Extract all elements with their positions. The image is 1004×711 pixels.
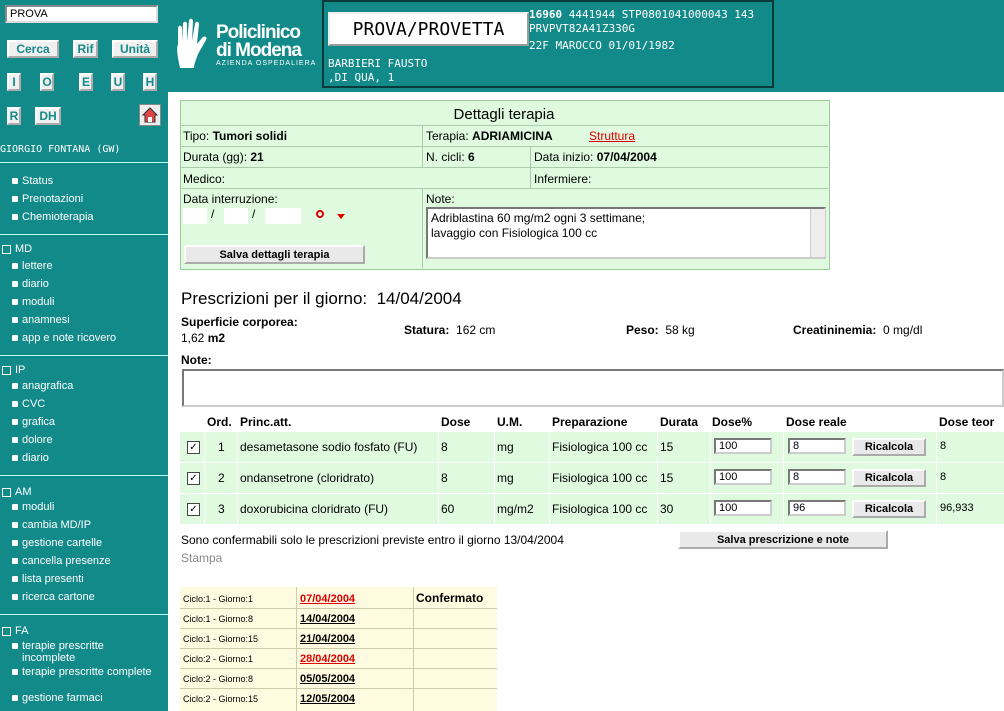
row-princ: desametasone sodio fosfato (FU) — [240, 440, 418, 454]
col-princ: Princ.att. — [240, 415, 292, 429]
cycle-label: Ciclo:1 - Giorno:15 — [183, 634, 259, 644]
row-durata: 30 — [660, 502, 674, 516]
doctor-name: BARBIERI FAUSTO — [328, 57, 428, 70]
col-durata: Durata — [660, 415, 699, 429]
col-um: U.M. — [497, 415, 523, 429]
cycle-date-link[interactable]: 12/05/2004 — [300, 693, 356, 705]
recalculate-button[interactable]: Ricalcola — [852, 469, 926, 487]
interruzione-year-input[interactable] — [265, 208, 301, 224]
home-icon[interactable] — [139, 104, 161, 126]
nav-fa-complete[interactable]: terapie prescritte complete — [12, 666, 157, 678]
clear-date-icon[interactable] — [316, 210, 324, 218]
interruzione-day-input[interactable] — [183, 208, 207, 224]
patient-code: PRVPVT82A41Z330G — [529, 22, 635, 35]
col-reale: Dose reale — [786, 415, 847, 429]
col-ord: Ord. — [207, 415, 232, 429]
row-dose: 60 — [441, 502, 455, 516]
dose-percent-input[interactable]: 100 — [714, 500, 772, 516]
cycle-date-link[interactable]: 05/05/2004 — [300, 673, 356, 685]
body-surface-value: 1,62 m2 — [181, 331, 226, 345]
sidebar — [0, 0, 168, 711]
group-fa[interactable]: FA — [2, 625, 28, 637]
row-ord: 1 — [218, 440, 225, 454]
medico-label: Medico: — [183, 172, 226, 186]
filter-o-button[interactable]: O — [40, 73, 54, 91]
row-prep: Fisiologica 100 cc — [552, 502, 648, 516]
prescription-note-label: Note: — [181, 353, 212, 367]
patient-address: ,DI QUA, 1 — [328, 71, 395, 84]
cicli-label: N. cicli: 6 — [426, 150, 475, 164]
row-durata: 15 — [660, 440, 674, 454]
nav-am-cambia[interactable]: cambia MD/IP — [12, 519, 91, 531]
row-ord: 3 — [218, 502, 225, 516]
row-um: mg — [497, 471, 514, 485]
hospital-logo — [168, 0, 320, 92]
dose-real-input[interactable]: 8 — [788, 438, 846, 454]
cycle-date-link[interactable]: 14/04/2004 — [300, 613, 356, 625]
group-am[interactable]: AM — [2, 486, 32, 498]
dropdown-arrow-icon[interactable] — [337, 214, 345, 219]
nav-md-lettere[interactable]: lettere — [12, 260, 53, 272]
note-label: Note: — [426, 192, 455, 206]
row-princ: doxorubicina cloridrato (FU) — [240, 502, 389, 516]
nav-md-diario[interactable]: diario — [12, 278, 49, 290]
row-prep: Fisiologica 100 cc — [552, 440, 648, 454]
patient-button[interactable]: PROVA/PROVETTA — [328, 12, 529, 46]
cycle-label: Ciclo:2 - Giorno:8 — [183, 674, 254, 684]
dose-percent-input[interactable]: 100 — [714, 469, 772, 485]
nav-am-cartelle[interactable]: gestione cartelle — [12, 537, 102, 549]
dose-percent-input[interactable]: 100 — [714, 438, 772, 454]
nav-am-ricerca[interactable]: ricerca cartone — [12, 591, 95, 603]
durata-label: Durata (gg): 21 — [183, 150, 264, 164]
unita-button[interactable]: Unità — [112, 40, 158, 58]
terapia-label: Terapia: ADRIAMICINA — [426, 129, 553, 143]
stampa-link[interactable]: Stampa — [181, 551, 223, 565]
prescription-note-textarea[interactable] — [182, 369, 1004, 407]
confermato-header: Confermato — [416, 591, 484, 605]
statura-label: Statura: 162 cm — [404, 323, 496, 337]
group-ip[interactable]: IP — [2, 364, 25, 376]
rif-button[interactable]: Rif — [73, 40, 98, 58]
col-prep: Preparazione — [552, 415, 628, 429]
row-checkbox[interactable]: ✓ — [187, 472, 200, 485]
cycle-label: Ciclo:1 - Giorno:1 — [183, 594, 254, 604]
therapy-details-title: Dettagli terapia — [453, 106, 555, 123]
logo-line2: di Modena — [216, 40, 301, 61]
save-therapy-details-button[interactable]: Salva dettagli terapia — [184, 245, 365, 264]
row-ord: 2 — [218, 471, 225, 485]
row-checkbox[interactable]: ✓ — [187, 441, 200, 454]
row-checkbox[interactable]: ✓ — [187, 503, 200, 516]
prescriptions-title: Prescrizioni per il giorno: 14/04/2004 — [181, 289, 462, 308]
peso-label: Peso: 58 kg — [626, 323, 695, 337]
nav-ip-grafica[interactable]: grafica — [12, 416, 55, 428]
cycle-label: Ciclo:2 - Giorno:1 — [183, 654, 254, 664]
group-md[interactable]: MD — [2, 243, 32, 255]
patient-id: 16960 4441944 STP0801041000043 143 — [529, 8, 755, 21]
tipo-label: Tipo: Tumori solidi — [183, 129, 288, 143]
nav-fa-incomplete[interactable]: terapie prescritte incomplete — [12, 640, 157, 664]
col-dosep: Dose% — [712, 415, 753, 429]
row-teor: 96,933 — [940, 502, 974, 514]
row-princ: ondansetrone (cloridrato) — [240, 471, 375, 485]
data-inizio-label: Data inizio: 07/04/2004 — [534, 150, 657, 164]
nav-ip-diario[interactable]: diario — [12, 452, 49, 464]
row-teor: 8 — [940, 471, 947, 483]
row-um: mg/m2 — [497, 502, 534, 516]
confirm-notice: Sono confermabili solo le prescrizioni previste entro il giorno 13/04/2004 — [181, 533, 564, 547]
data-interruzione-label: Data interruzione: — [183, 192, 278, 206]
filter-dh-button[interactable]: DH — [35, 107, 61, 125]
creatinine-label: Creatininemia: 0 mg/dl — [793, 323, 923, 337]
nav-ip-dolore[interactable]: dolore — [12, 434, 53, 446]
row-dose: 8 — [441, 471, 448, 485]
patient-demographics: 22F MAROCCO 01/01/1982 — [529, 39, 675, 52]
row-um: mg — [497, 440, 514, 454]
struttura-link[interactable]: Struttura — [589, 129, 636, 143]
nav-am-cancella[interactable]: cancella presenze — [12, 555, 111, 567]
nav-md-app-note[interactable]: app e note ricovero — [12, 332, 116, 344]
filter-i-button[interactable]: I — [7, 73, 21, 91]
nav-ip-anagrafica[interactable]: anagrafica — [12, 380, 73, 392]
logo-line3: AZIENDA OSPEDALIERA — [216, 60, 317, 67]
filter-h-button[interactable]: H — [143, 73, 157, 91]
dose-real-input[interactable]: 8 — [788, 469, 846, 485]
filter-u-button[interactable]: U — [111, 73, 125, 91]
hand-icon — [174, 18, 212, 70]
cycle-date-link[interactable]: 07/04/2004 — [300, 593, 356, 605]
search-input[interactable] — [5, 5, 158, 23]
nav-ip-cvc[interactable]: CVC — [12, 398, 45, 410]
body-surface-label: Superficie corporea: — [181, 315, 298, 329]
cycle-date-link[interactable]: 21/04/2004 — [300, 633, 356, 645]
nav-chemioterapia[interactable]: Chemioterapia — [12, 211, 94, 223]
logo-line1: Policlinico — [216, 22, 301, 43]
recalculate-button[interactable]: Ricalcola — [852, 500, 926, 518]
row-durata: 15 — [660, 471, 674, 485]
nav-status[interactable]: Status — [12, 175, 53, 187]
filter-e-button[interactable]: E — [79, 73, 93, 91]
nav-prenotazioni[interactable]: Prenotazioni — [12, 193, 83, 205]
note-scrollbar[interactable] — [810, 209, 825, 257]
recalculate-button[interactable]: Ricalcola — [852, 438, 926, 456]
therapy-note-textarea[interactable]: Adriblastina 60 mg/m2 ogni 3 settimane; lavaggio con Fisiologica 100 cc — [426, 207, 826, 259]
save-prescription-button[interactable]: Salva prescrizione e note — [678, 530, 888, 549]
interruzione-month-input[interactable] — [224, 208, 248, 224]
cycle-label: Ciclo:1 - Giorno:8 — [183, 614, 254, 624]
col-teor: Dose teor — [939, 415, 995, 429]
dose-real-input[interactable]: 96 — [788, 500, 846, 516]
row-teor: 8 — [940, 440, 947, 452]
col-dose: Dose — [441, 415, 471, 429]
nav-am-lista[interactable]: lista presenti — [12, 573, 84, 585]
infermiere-label: Infermiere: — [534, 172, 592, 186]
filter-r-button[interactable]: R — [7, 107, 21, 125]
row-dose: 8 — [441, 440, 448, 454]
nav-md-moduli[interactable]: moduli — [12, 296, 54, 308]
nav-am-moduli[interactable]: moduli — [12, 501, 54, 513]
cycle-date-link[interactable]: 28/04/2004 — [300, 653, 356, 665]
row-prep: Fisiologica 100 cc — [552, 471, 648, 485]
cycle-label: Ciclo:2 - Giorno:15 — [183, 694, 259, 704]
user-name: GIORGIO FONTANA (GW) — [0, 144, 121, 155]
nav-md-anamnesi[interactable]: anamnesi — [12, 314, 70, 326]
cerca-button[interactable]: Cerca — [7, 40, 59, 58]
nav-fa-farmaci[interactable]: gestione farmaci — [12, 692, 103, 704]
